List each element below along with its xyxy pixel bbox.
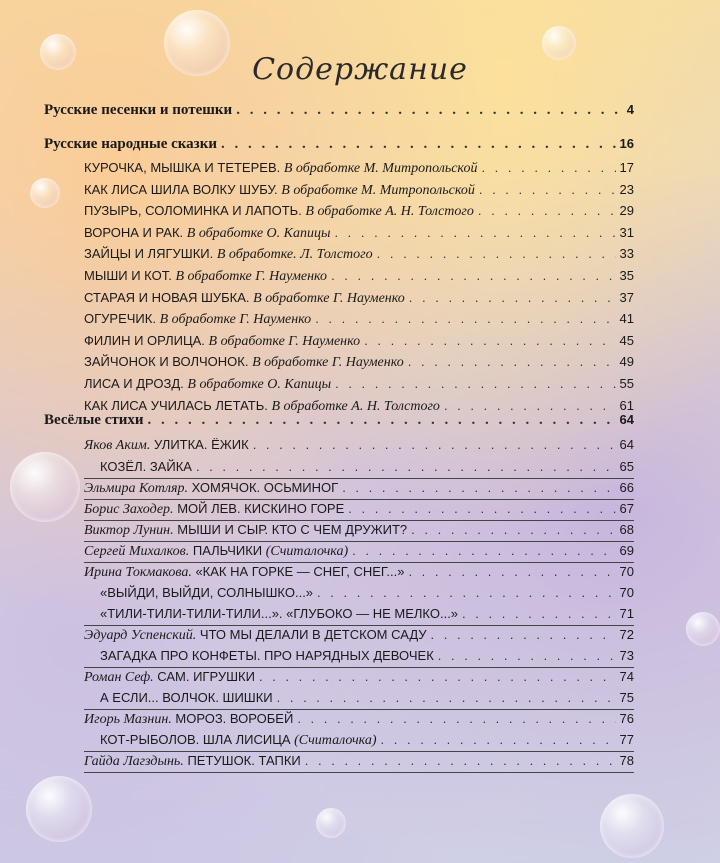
toc-page-number: 35 xyxy=(619,268,634,283)
divider xyxy=(84,562,634,563)
leader-dots xyxy=(479,182,616,197)
entry-title: ЛИСА И ДРОЗД. xyxy=(84,376,184,391)
toc-entry xyxy=(84,333,634,350)
toc-page-number: 69 xyxy=(619,543,634,558)
toc-entry xyxy=(84,711,634,728)
leader-dots xyxy=(481,160,615,175)
entry-title: ЗАЙЧОНОК И ВОЛЧОНОК. xyxy=(84,354,249,370)
entry-adaptation: В обработке Г. Науменко xyxy=(253,290,405,306)
bubble-decoration xyxy=(30,178,60,208)
entry-adaptation: В обработке О. Капицы xyxy=(186,225,331,241)
leader-dots xyxy=(409,290,616,305)
toc-entry xyxy=(84,543,634,560)
toc-page-number: 55 xyxy=(619,376,634,391)
toc-page-number: 45 xyxy=(619,332,634,348)
entry-adaptation: В обработке О. Капицы xyxy=(187,377,332,392)
leader-dots xyxy=(348,501,615,516)
bubble-decoration xyxy=(10,452,80,522)
leader-dots xyxy=(277,690,616,705)
entry-author: Борис Заходер. xyxy=(84,502,174,517)
toc-entry xyxy=(84,354,634,371)
toc-entry xyxy=(84,669,634,686)
leader-dots xyxy=(478,203,616,218)
entry-title: САМ. ИГРУШКИ xyxy=(157,669,255,684)
toc-page-number: 77 xyxy=(619,732,634,747)
entry-adaptation: В обработке Г. Науменко xyxy=(252,355,404,371)
toc-entry xyxy=(84,203,634,220)
entry-title: ОГУРЕЧИК. xyxy=(84,311,156,327)
toc-entry xyxy=(84,480,634,497)
divider xyxy=(84,499,634,500)
divider xyxy=(84,478,634,479)
page-title: Содержание xyxy=(252,52,468,87)
toc-page-number: 70 xyxy=(619,585,634,600)
entry-title: ПУЗЫРЬ, СОЛОМИНКА И ЛАПОТЬ. xyxy=(84,203,302,219)
divider xyxy=(84,625,634,626)
entry-author: Ирина Токмакова. xyxy=(84,565,192,580)
entry-title: КУРОЧКА, МЫШКА И ТЕТЕРЕВ. xyxy=(84,160,281,175)
divider xyxy=(84,667,634,668)
toc-entry xyxy=(84,268,634,285)
entry-adaptation: В обработке А. Н. Толстого xyxy=(305,204,474,220)
toc-page-number: 67 xyxy=(619,501,634,516)
toc-page-number: 61 xyxy=(619,397,634,413)
entry-author: Эдуард Успенский. xyxy=(84,628,197,643)
leader-dots xyxy=(408,564,615,579)
toc-page-number: 74 xyxy=(619,669,634,684)
entry-note: (Считалочка) xyxy=(294,733,377,748)
toc-entry xyxy=(100,459,634,474)
toc-page-number: 65 xyxy=(619,459,634,474)
entry-adaptation: В обработке А. Н. Толстого xyxy=(271,398,440,414)
leader-dots xyxy=(196,459,616,474)
entry-adaptation: В обработке Г. Науменко xyxy=(175,269,328,284)
toc-page-number: 33 xyxy=(619,246,634,262)
bubble-decoration xyxy=(316,808,346,838)
leader-dots xyxy=(259,669,616,684)
toc-page-number: 70 xyxy=(619,564,634,579)
entry-title: КАК ЛИСА ШИЛА ВОЛКУ ШУБУ. xyxy=(84,181,278,197)
bubble-decoration xyxy=(600,794,664,858)
entry-title: МЫШИ И СЫР. КТО С ЧЕМ ДРУЖИТ? xyxy=(177,522,408,537)
toc-page-number: 68 xyxy=(619,522,634,537)
toc-page-number: 71 xyxy=(619,606,634,621)
toc-entry xyxy=(84,290,634,307)
entry-author: Игорь Мазнин. xyxy=(84,712,172,727)
entry-adaptation: В обработке Г. Науменко xyxy=(159,312,312,328)
toc-page-number: 17 xyxy=(619,160,634,175)
leader-dots xyxy=(334,225,615,240)
entry-title: ПАЛЬЧИКИ xyxy=(192,543,263,558)
toc-page-number: 75 xyxy=(619,690,634,705)
toc-entry xyxy=(84,753,634,770)
leader-dots xyxy=(331,268,615,283)
leader-dots xyxy=(364,333,615,348)
leader-dots xyxy=(377,246,616,261)
entry-adaptation: В обработке Г. Науменко xyxy=(208,333,361,349)
leader-dots xyxy=(438,648,616,663)
leader-dots xyxy=(148,412,616,429)
entry-author: Яков Аким. xyxy=(84,438,151,453)
entry-title: МОРОЗ. ВОРОБЕЙ xyxy=(175,711,294,726)
leader-dots xyxy=(221,136,616,153)
toc-section xyxy=(44,102,634,119)
entry-title: «КАК НА ГОРКЕ — СНЕГ, СНЕГ...» xyxy=(195,564,405,579)
toc-page-number: 64 xyxy=(619,412,634,427)
toc-entry xyxy=(100,690,634,705)
entry-title: ХОМЯЧОК. ОСЬМИНОГ xyxy=(191,480,339,495)
entry-title: «ТИЛИ-ТИЛИ-ТИЛИ-ТИЛИ...». «ГЛУБОКО — НЕ МЕЛКО...» xyxy=(100,606,459,621)
bubble-decoration xyxy=(26,776,92,842)
entry-author: Сергей Михалков. xyxy=(84,544,190,559)
toc-entry xyxy=(100,585,634,600)
toc-entry xyxy=(100,732,634,749)
entry-title: ЧТО МЫ ДЕЛАЛИ В ДЕТСКОМ САДУ xyxy=(199,627,427,642)
toc-section-title: Русские народные сказки xyxy=(44,136,217,152)
leader-dots xyxy=(411,522,615,537)
entry-author: Виктор Лунин. xyxy=(84,523,174,538)
entry-title: ФИЛИН И ОРЛИЦА. xyxy=(84,332,205,348)
toc-page-number: 72 xyxy=(619,627,634,642)
entry-title: ЗАЙЦЫ И ЛЯГУШКИ. xyxy=(84,246,214,262)
toc-page-number: 78 xyxy=(619,753,634,768)
toc-entry xyxy=(84,501,634,518)
leader-dots xyxy=(305,753,616,768)
entry-title: СТАРАЯ И НОВАЯ ШУБКА. xyxy=(84,289,250,305)
toc-section xyxy=(44,412,634,429)
toc-entry xyxy=(84,225,634,242)
entry-adaptation: В обработке М. Митропольской xyxy=(281,182,475,198)
toc-page-number: 76 xyxy=(619,711,634,726)
leader-dots xyxy=(444,398,616,413)
toc-entry xyxy=(84,522,634,539)
toc-page-number: 49 xyxy=(619,354,634,370)
toc-entry xyxy=(84,627,634,644)
leader-dots xyxy=(317,585,615,600)
toc-entry xyxy=(100,606,634,621)
entry-title: МОЙ ЛЕВ. КИСКИНО ГОРЕ xyxy=(177,501,345,516)
entry-title: ЗАГАДКА ПРО КОНФЕТЫ. ПРО НАРЯДНЫХ ДЕВОЧЕК xyxy=(100,648,434,663)
entry-title: ПЕТУШОК. ТАПКИ xyxy=(187,753,301,768)
leader-dots xyxy=(342,480,615,495)
toc-page-number: 37 xyxy=(619,289,634,305)
toc-page-number: 16 xyxy=(619,136,634,151)
toc-section-title: Русские песенки и потешки xyxy=(44,102,233,118)
entry-author: Эльмира Котляр. xyxy=(84,481,188,496)
entry-title: КОЗЁЛ. ЗАЙКА xyxy=(100,459,192,474)
entry-adaptation: В обработке М. Митропольской xyxy=(283,161,478,176)
leader-dots xyxy=(352,543,615,558)
entry-title: КОТ-РЫБОЛОВ. ШЛА ЛИСИЦА xyxy=(100,732,291,747)
toc-page-number: 66 xyxy=(619,480,634,495)
leader-dots xyxy=(408,354,616,369)
toc-entry xyxy=(84,564,634,581)
entry-title: А ЕСЛИ... ВОЛЧОК. ШИШКИ xyxy=(100,690,273,705)
leader-dots xyxy=(315,311,615,326)
toc-entry xyxy=(100,648,634,663)
divider xyxy=(84,541,634,542)
toc-page-number: 73 xyxy=(619,648,634,663)
entry-title: ВОРОНА И РАК. xyxy=(84,224,184,240)
toc-page-number: 23 xyxy=(619,181,634,197)
entry-title: КАК ЛИСА УЧИЛАСЬ ЛЕТАТЬ. xyxy=(84,397,268,413)
leader-dots xyxy=(381,732,616,747)
toc-entry xyxy=(84,246,634,263)
divider xyxy=(84,751,634,752)
entry-title: МЫШИ И КОТ. xyxy=(84,268,172,283)
toc-page-number: 41 xyxy=(619,311,634,327)
bubble-decoration xyxy=(686,612,720,646)
toc-entry xyxy=(84,376,634,393)
toc-page-number: 64 xyxy=(619,437,634,452)
divider xyxy=(84,772,634,773)
entry-note: (Считалочка) xyxy=(265,544,349,559)
divider xyxy=(84,709,634,710)
toc-section xyxy=(44,136,634,153)
toc-page-number: 4 xyxy=(626,102,634,117)
leader-dots xyxy=(253,437,616,452)
entry-author: Гайда Лагздынь. xyxy=(84,754,184,769)
leader-dots xyxy=(462,606,615,621)
toc-entry xyxy=(84,182,634,199)
leader-dots xyxy=(297,711,615,726)
divider xyxy=(84,520,634,521)
entry-adaptation: В обработке. Л. Толстого xyxy=(216,247,373,263)
toc-page-number: 31 xyxy=(619,224,634,240)
entry-author: Роман Сеф. xyxy=(84,670,154,685)
entry-title: «ВЫЙДИ, ВЫЙДИ, СОЛНЫШКО...» xyxy=(100,585,314,600)
toc-section-title: Весёлые стихи xyxy=(44,412,144,428)
entry-title: УЛИТКА. ЁЖИК xyxy=(153,437,249,452)
leader-dots xyxy=(335,376,615,391)
toc-entry xyxy=(84,437,634,454)
toc-entry xyxy=(84,311,634,328)
toc-page-number: 29 xyxy=(619,203,634,219)
leader-dots xyxy=(236,102,623,119)
toc-entry xyxy=(84,160,634,177)
leader-dots xyxy=(431,627,616,642)
